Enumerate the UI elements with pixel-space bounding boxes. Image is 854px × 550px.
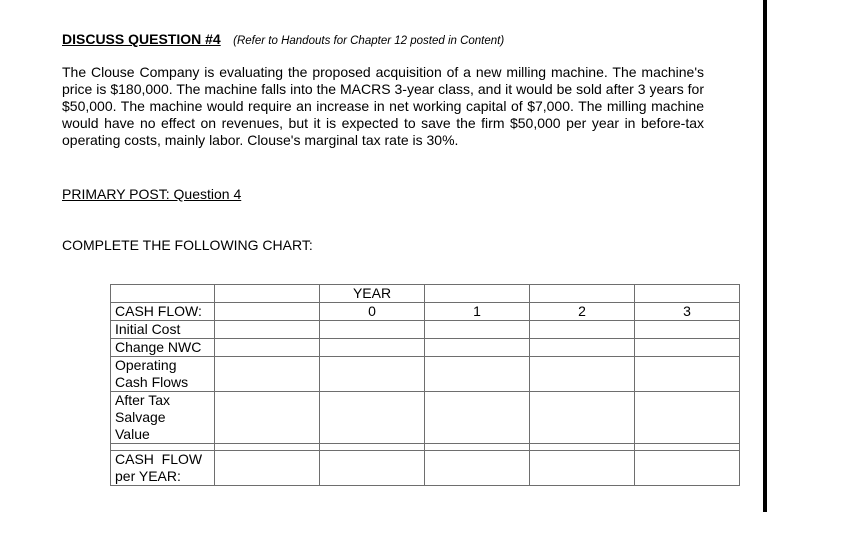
table-cell [530, 339, 635, 357]
table-cell [635, 321, 740, 339]
row-label-operating-cash-flows [111, 357, 215, 392]
table-cell [425, 451, 530, 486]
table-row [111, 357, 740, 392]
table-cell [215, 357, 320, 392]
table-cell [425, 339, 530, 357]
table-cell [215, 451, 320, 486]
table-cell [530, 285, 635, 303]
table-row [111, 451, 740, 486]
table-cell [215, 339, 320, 357]
table-cell [320, 444, 425, 451]
cash-flow-label: CASH FLOW: [111, 303, 215, 321]
table-cell [425, 321, 530, 339]
row-label-line: Salvage [115, 409, 166, 425]
table-cell [530, 392, 635, 444]
table-cell [530, 451, 635, 486]
table-row [111, 339, 740, 357]
table-row [111, 303, 740, 321]
table-cell [320, 339, 425, 357]
table-cell [635, 339, 740, 357]
year-1-header: 1 [425, 303, 530, 321]
row-label-line: Operating [115, 357, 177, 373]
table-cell [215, 285, 320, 303]
row-label-line: Value [115, 426, 150, 442]
year-0-header: 0 [320, 303, 425, 321]
table-cell [111, 285, 215, 303]
table-cell [635, 392, 740, 444]
table-cell [425, 285, 530, 303]
table-cell [425, 444, 530, 451]
table-cell [635, 444, 740, 451]
table-cell [320, 321, 425, 339]
page-edge-rule [763, 0, 767, 512]
table-cell [215, 321, 320, 339]
table-row [111, 444, 740, 451]
table-cell [215, 444, 320, 451]
table-cell [425, 392, 530, 444]
row-label-line: Cash Flows [115, 374, 189, 390]
cash-flow-table [110, 284, 740, 486]
row-label-cash-flow-per-year [111, 451, 215, 486]
table-cell [425, 357, 530, 392]
row-label-line: After Tax [115, 392, 170, 408]
table-row [111, 285, 740, 303]
row-label-line: per YEAR: [115, 468, 181, 484]
year-2-header: 2 [530, 303, 635, 321]
table-cell [320, 392, 425, 444]
table-cell [320, 451, 425, 486]
table-cell [635, 451, 740, 486]
row-label-change-nwc: Change NWC [111, 339, 215, 357]
problem-statement: The Clouse Company is evaluating the proposed acquisition of a new milling machine. The machine's price is $180,000. The machine falls into the MACRS 3-year class, and it would be sold after 3 years for $50,000. The machine would require an increase in net working capital of $7,000. The milling machine would have no effect on revenues, but it is expected to save the firm $50,000 per year in before-tax operating costs, mainly labor. Clouse's marginal tax rate is 30%. [62, 64, 704, 148]
table-cell [111, 444, 215, 451]
table-cell [530, 357, 635, 392]
row-label-initial-cost: Initial Cost [111, 321, 215, 339]
question-heading [62, 31, 504, 49]
table-cell [215, 392, 320, 444]
table-row [111, 392, 740, 444]
table-cell [530, 321, 635, 339]
table-row [111, 321, 740, 339]
row-label-line: CASH FLOW [115, 451, 203, 467]
table-cell [215, 303, 320, 321]
table-cell [530, 444, 635, 451]
table-cell [635, 285, 740, 303]
question-title: DISCUSS QUESTION #4 [62, 31, 221, 47]
table-cell [320, 357, 425, 392]
year-header: YEAR [320, 285, 425, 303]
primary-post-label: PRIMARY POST: Question 4 [62, 186, 242, 202]
row-label-after-tax-salvage [111, 392, 215, 444]
year-3-header: 3 [635, 303, 740, 321]
table-cell [635, 357, 740, 392]
chart-instruction: COMPLETE THE FOLLOWING CHART: [62, 237, 313, 253]
handout-reference: (Refer to Handouts for Chapter 12 posted in Content) [233, 35, 505, 47]
